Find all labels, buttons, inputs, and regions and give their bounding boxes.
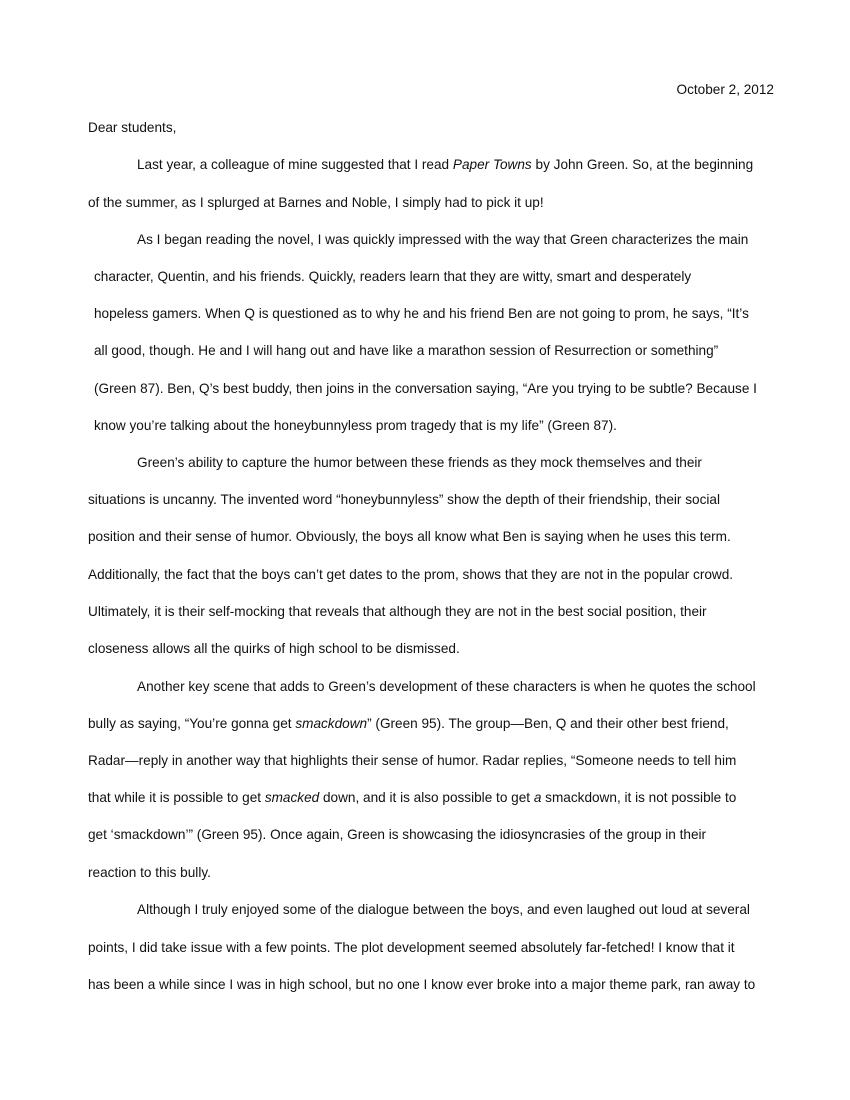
text-line: get ‘smackdown’” (Green 95). Once again, Green is showcasing the idiosyncrasies of the group in their (88, 827, 707, 842)
text-line: of the summer, as I splurged at Barnes and Noble, I simply had to pick it up! (88, 195, 544, 210)
text-line: that while it is possible to get smacked down, and it is also possible to get a smackdown, it is not possible to (88, 790, 737, 805)
salutation: Dear students, (88, 120, 177, 135)
text-line: hopeless gamers. When Q is questioned as to why he and his friend Ben are not going to prom, he says, “It’s (94, 306, 749, 321)
text-line: As I began reading the novel, I was quickly impressed with the way that Green characterizes the main (137, 232, 749, 247)
text-line: points, I did take issue with a few points. The plot development seemed absolutely far-fetched! I know that it (88, 940, 735, 955)
text-line: Green’s ability to capture the humor between these friends as they mock themselves and their (137, 455, 702, 470)
text-line: (Green 87). Ben, Q’s best buddy, then joins in the conversation saying, “Are you trying to be subtle? Because I (94, 381, 757, 396)
text-line: Radar—reply in another way that highlights their sense of humor. Radar replies, “Someone needs to tell him (88, 753, 737, 768)
text-line: Although I truly enjoyed some of the dialogue between the boys, and even laughed out loud at several (137, 902, 750, 917)
text-line: Ultimately, it is their self-mocking that reveals that although they are not in the best social position, their (88, 604, 707, 619)
text-line: position and their sense of humor. Obviously, the boys all know what Ben is saying when he uses this term. (88, 529, 731, 544)
text-line: reaction to this bully. (88, 865, 211, 880)
text-line: know you’re talking about the honeybunnyless prom tragedy that is my life” (Green 87). (94, 418, 617, 433)
text-line: situations is uncanny. The invented word “honeybunnyless” show the depth of their friendship, their social (88, 492, 720, 507)
text-line: character, Quentin, and his friends. Quickly, readers learn that they are witty, smart and desperately (94, 269, 692, 284)
text-line: Last year, a colleague of mine suggested that I read Paper Towns by John Green. So, at the beginning (137, 157, 754, 172)
text-line: closeness allows all the quirks of high school to be dismissed. (88, 641, 460, 656)
text-line: bully as saying, “You’re gonna get smackdown” (Green 95). The group—Ben, Q and their other best friend, (88, 716, 729, 731)
text-line: has been a while since I was in high school, but no one I know ever broke into a major theme park, ran away to (88, 977, 756, 992)
text-line: Another key scene that adds to Green’s development of these characters is when he quotes the school (137, 679, 756, 694)
letter-date: October 2, 2012 (676, 82, 774, 97)
text-line: Additionally, the fact that the boys can’t get dates to the prom, shows that they are not in the popular crowd. (88, 567, 734, 582)
text-line: all good, though. He and I will hang out and have like a marathon session of Resurrection or something” (94, 343, 719, 358)
